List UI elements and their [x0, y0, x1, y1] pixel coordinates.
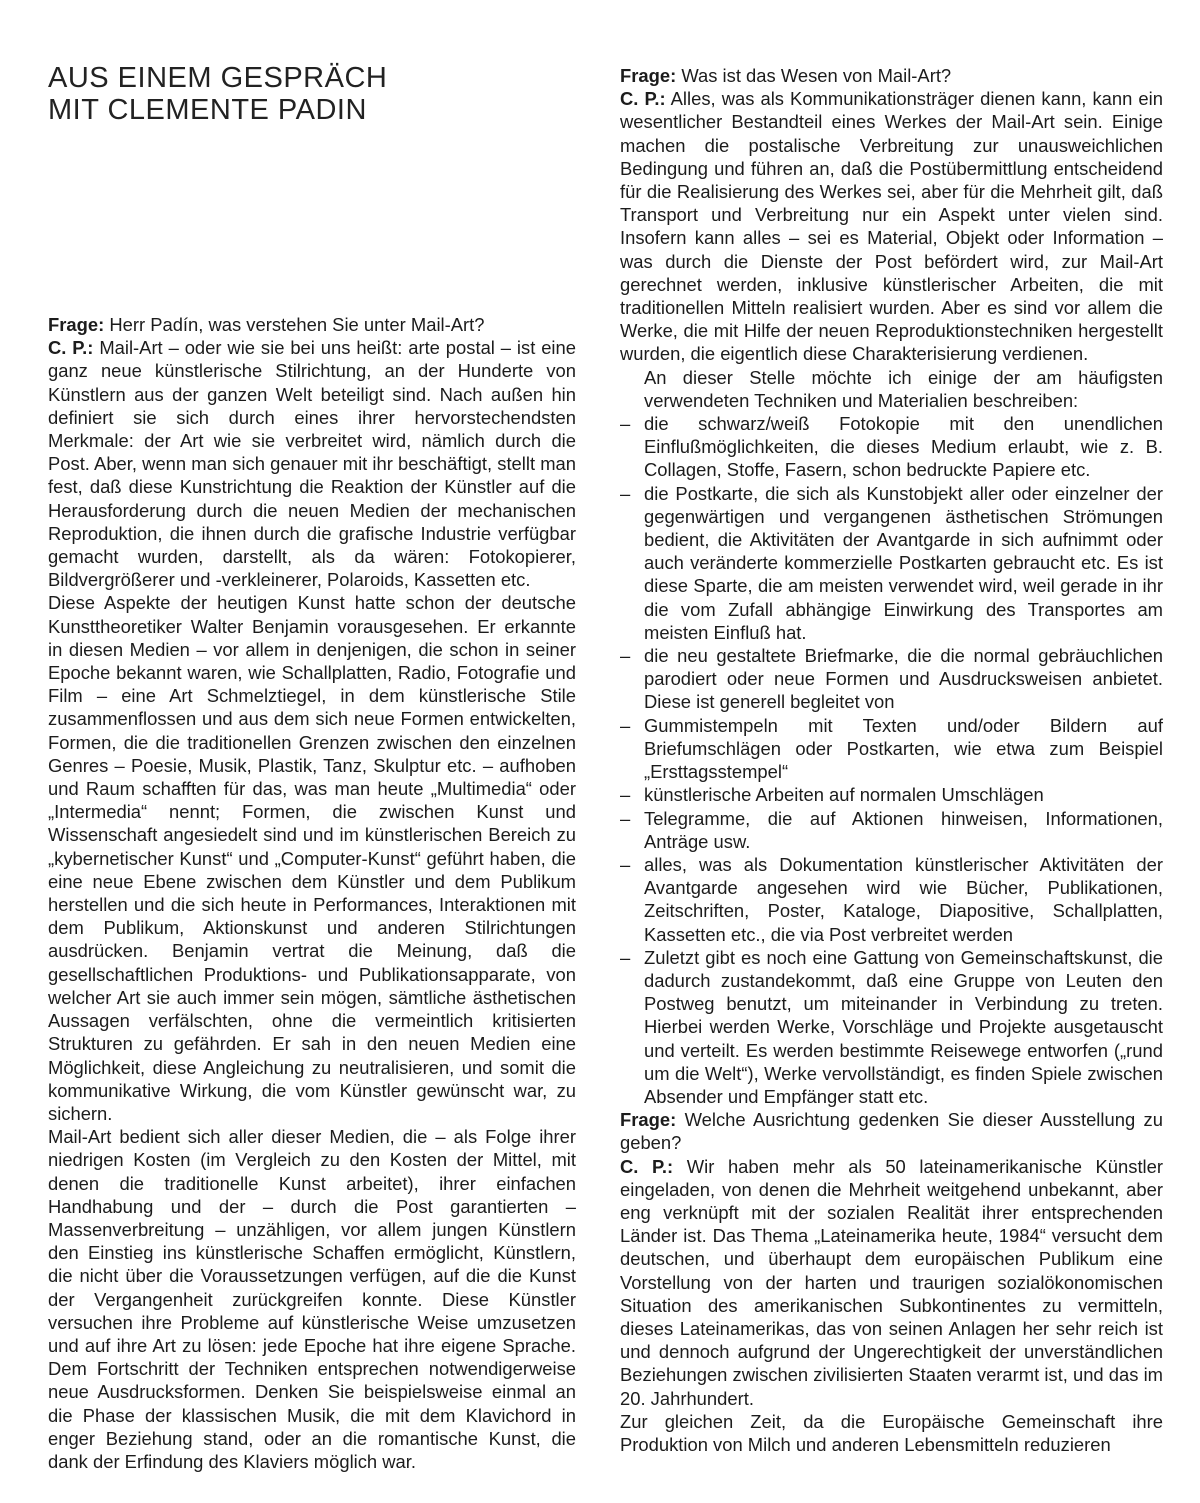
list-item: – künstlerische Arbeiten auf normalen Umschlägen: [620, 783, 1163, 806]
answer-text: Wir haben mehr als 50 lateinamerikanische Künstler eingeladen, von denen die Mehrheit weitgehend unbekannt, aber eng verknüpft mit der sozialen Realität ihrer entsprechenden Länder ist. Das Thema „Lateinamerika heute, 1984“ versucht dem deutschen, und überhaupt dem europäischen Publikum eine Vorstellung von der harten und traurigen sozialökonomischen Situation des amerikanischen Subkontinentes zu vermitteln, dieses Lateinamerikas, das von seinen Anlagen her sehr reich ist und dennoch aufgrund der Ungerechtigkeit der unverständlichen Beziehungen zwischen zivilisierten Staaten verarmt ist, und das im 20. Jahrhundert.: [620, 1155, 1163, 1409]
list-item: – Gummistempeln mit Texten und/oder Bildern auf Briefumschlägen oder Postkarten, wie etwa zum Beispiel „Ersttagsstempel“: [620, 714, 1163, 784]
left-column: [48, 313, 576, 1473]
techniques-list: [620, 412, 1163, 1108]
question-label: Frage:: [620, 1109, 677, 1131]
answer-text: Mail-Art – oder wie sie bei uns heißt: arte postal – ist eine ganz neue künstlerische Stilrichtung, an der Hunderte von Künstlern aus der ganzen Welt beteiligt sind. Nach außen hin definiert sie sich durch eines ihrer hervorstechendsten Merkmale: der Art wie sie verbreitet wird, nämlich durch die Post. Aber, wenn man sich genauer mit ihr beschäftigt, stellt man fest, daß diese Kunstrichtung die Reaktion der Künstler auf die Herausforderung durch die neuen Medien der mechanischen Reproduktion, die ihnen durch die grafische Industrie verfügbar gemacht wurden, darstellt, als da wären: Fotokopierer, Bildvergrößerer und -verkleinerer, Polaroids, Kassetten etc.: [48, 337, 576, 591]
paragraph-closing: Zur gleichen Zeit, da die Europäische Gemeinschaft ihre Produktion von Milch und anderen Lebensmitteln reduzieren: [620, 1410, 1163, 1455]
question-3: [620, 1108, 1163, 1154]
answer-2: [620, 87, 1163, 365]
list-item: – die schwarz/weiß Fotokopie mit den unendlichen Einflußmöglichkeiten, die dieses Medium erlaubt, wie z. B. Collagen, Stoffe, Fasern, schon bedruckte Papiere etc.: [620, 412, 1163, 482]
list-item: – Telegramme, die auf Aktionen hinweisen, Informationen, Anträge usw.: [620, 807, 1163, 853]
right-column: [620, 64, 1163, 1456]
title-line-1: AUS EINEM GESPRÄCH: [48, 62, 388, 94]
paragraph-mail-art-media: Mail-Art bedient sich aller dieser Medien, die – als Folge ihrer niedrigen Kosten (im Vergleich zu den Kosten der Mittel, mit denen die traditionelle Kunst arbeitet), ihrer einfachen Handhabung und der – durch die Post garantierten – Massenverbreitung – unzähligen, vor allem jungen Künstlern den Einstieg ins künstlerische Schaffen ermöglicht, Künstlern, die nicht über die Voraussetzungen verfügen, auf die die Kunst der Vergangenheit zurückgreifen konnte. Diese Künstler versuchen ihre Probleme auf künstlerische Weise umzusetzen und auf ihre Art zu lösen: jede Epoche hat ihre eigene Sprache. Dem Fortschritt der Techniken entsprechen notwendigerweise neue Ausdrucksformen. Denken Sie beispielsweise einmal an die Phase der klassischen Musik, die mit dem Klavichord in enger Beziehung stand, oder an die romantische Kunst, die dank der Erfindung des Klaviers möglich war.: [48, 1126, 576, 1472]
list-item: – die Postkarte, die sich als Kunstobjekt aller oder einzelner der gegenwärtigen und vergangenen ästhetischen Strömungen bedient, die Aktivitäten der Avantgarde in sich aufnimmt oder auch veränderte kommerzielle Postkarten gebraucht etc. Es ist diese Sparte, die am meisten verwendet wird, weil gerade in ihr die vom Zufall abhängige Einwirkung des Transportes am meisten Einfluß hat.: [620, 482, 1163, 644]
question-text: Was ist das Wesen von Mail-Art?: [681, 65, 952, 86]
question-1: [48, 313, 576, 336]
answer-label: C. P.:: [620, 88, 666, 110]
answer-1: [48, 336, 576, 591]
question-2: [620, 64, 1163, 87]
title-line-2: MIT CLEMENTE PADIN: [48, 94, 367, 126]
answer-label: C. P.:: [620, 1155, 674, 1177]
answer-label: C. P.:: [48, 337, 94, 359]
answer-3: [620, 1155, 1163, 1410]
list-item: – Zuletzt gibt es noch eine Gattung von Gemeinschaftskunst, die dadurch zustandekommt, daß eine Gruppe von Leuten den Postweg benutzt, um miteinander in Verbindung zu treten. Hierbei werden Werke, Vorschläge und Projekte ausgetauscht und verteilt. Es werden bestimmte Reisewege entworfen („rund um die Welt“), Werke vervollständigt, es finden Spiele zwischen Absender und Empfänger statt etc.: [620, 946, 1163, 1108]
list-intro: An dieser Stelle möchte ich einige der am häufigsten verwendeten Techniken und Materialien beschreiben:: [644, 366, 1163, 411]
question-text: Herr Padín, was verstehen Sie unter Mail-Art?: [109, 314, 485, 335]
paragraph-benjamin: Diese Aspekte der heutigen Kunst hatte schon der deutsche Kunsttheoretiker Walter Benjamin vorausgesehen. Er erkannte in diesen Medien – vor allem in denjenigen, die schon in seiner Epoche bekannt waren, wie Schallplatten, Radio, Fotografie und Film – eine Art Schmelztiegel, in dem künstlerische Stile zusammenflossen und aus dem sich neue Formen entwickelten, Formen, die die traditionellen Grenzen zwischen den einzelnen Genres – Poesie, Musik, Plastik, Tanz, Skulptur etc. – aufhoben und Raum schafften für das, was man heute „Multimedia“ oder „Intermedia“ nennt; Formen, die zwischen Kunst und Wissenschaft angesiedelt sind und im künstlerischen Bereich zu „kybernetischer Kunst“ und „Computer-Kunst“ geführt haben, die eine neue Ebene zwischen dem Künstler und dem Publikum herstellen und die sich heute in Performances, Interaktionen mit dem Publikum, Aktionskunst und anderen Stilrichtungen ausdrücken. Benjamin vertrat die Meinung, daß die gesellschaftlichen Produktions- und Publikationsapparate, von welcher Art sie auch immer sein mögen, sämtliche ästhetischen Aussagen verfälschten, ohne die vermeintlich kritisierten Strukturen zu gefährden. Er sah in den neuen Medien eine Möglichkeit, diese Angleichung zu neutralisieren, und somit die kommunikative Wirkung, die vom Künstler gewünscht war, zu sichern.: [48, 592, 576, 1124]
question-text: Welche Ausrichtung gedenken Sie dieser Ausstellung zu geben?: [620, 1109, 1163, 1154]
article-title: [48, 62, 568, 126]
list-item: – die neu gestaltete Briefmarke, die die normal gebräuchlichen parodiert oder neue Formen und Ausdrucksweisen anbietet. Diese ist generell begleitet von: [620, 644, 1163, 714]
answer-text: Alles, was als Kommunikationsträger dienen kann, kann ein wesentlicher Bestandteil eines Werkes der Mail-Art sein. Einige machen die postalische Verbreitung zur unausweichlichen Bedingung und führen an, daß die Postübermittlung entscheidend für die Realisierung des Werkes sei, aber für die Mehrheit gilt, daß Transport und Verbreitung nur ein Aspekt unter vielen sind. Insofern kann alles – sei es Material, Objekt oder Information – was durch die Dienste der Post befördert wird, zur Mail-Art gerechnet werden, inklusive künstlerischer Arbeiten, die mit traditionellen Mitteln realisiert wurden. Aber es sind vor allem die Werke, die mit Hilfe der neuen Reproduktionstechniken hergestellt wurden, die eigentlich diese Charakterisierung verdienen.: [620, 88, 1163, 365]
list-item: – alles, was als Dokumentation künstlerischer Aktivitäten der Avantgarde angesehen wird wie Bücher, Publikationen, Zeitschriften, Poster, Kataloge, Diapositive, Schallplatten, Kassetten etc., die via Post verbreitet werden: [620, 853, 1163, 946]
question-label: Frage:: [48, 314, 105, 335]
question-label: Frage:: [620, 65, 677, 86]
